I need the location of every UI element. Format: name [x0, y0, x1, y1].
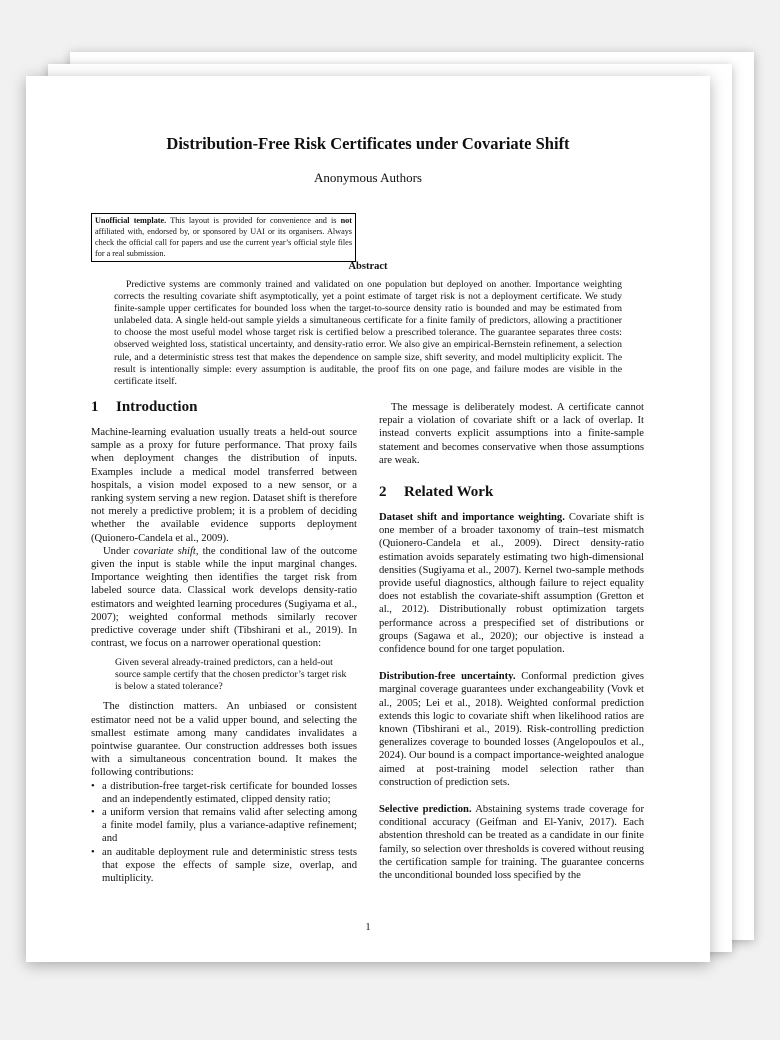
related-paragraph-2 [379, 670, 644, 789]
section-heading-introduction [91, 398, 357, 416]
paragraph-body: Conformal prediction gives marginal coverage guarantees under exchangeability (Vovk et al., 2005; Lei et al., 2018). Weighted conformal prediction extends this logic to covariate shift when likelihood ratios are known (Tibshirani et al., 2019). Risk-controlling prediction generalizes coverage to bounded losses (Angelopoulos et al., 2024). Our bound is a compact importance-weighted analogue aimed at post-training model selection rather than construction of prediction sets. [379, 671, 645, 788]
left-column [91, 398, 357, 885]
paragraph-body: Abstaining systems trade coverage for conditional accuracy (Geifman and El-Yaniv, 2017). Each abstention threshold can be treated as a candidate in our finite family, so selection over thresholds is covered without reusing the certification sample for training. The guarantee concerns the unconditional bounded loss specified by the [379, 804, 645, 882]
intro-paragraph-4: The message is deliberately modest. A certificate cannot repair a violation of covariate shift or a lack of overlap. It instead converts explicit assumptions into a finite-sample statement and becomes conservative when those assumptions are weak. [379, 402, 644, 466]
section-number: 1 [91, 399, 99, 415]
notice-text-1: This layout is provided for convenience and is [166, 216, 341, 225]
page-number: 1 [365, 922, 371, 933]
section-title: Introduction [116, 399, 198, 415]
abstract-heading: Abstract [348, 261, 388, 272]
template-notice-box [91, 213, 356, 262]
related-paragraph-3 [379, 803, 644, 882]
right-column [379, 401, 644, 882]
contributions-list [91, 780, 357, 886]
intro-paragraph-1: Machine-learning evaluation usually treats a held-out source sample as a proxy for future performance. That proxy fails when deployment changes the distribution of inputs. Examples include a medical model transferred between hospitals, a vision model exposed to a new sensor, or a ranking system serving a new region. Dataset shift is therefore not merely a predictive problem; it is a problem of deciding whether the available evidence supports deployment (Quionero-Candela et al., 2009). [91, 427, 357, 544]
intro-p2-rest: , the conditional law of the outcome given the input is stable while the input marginal changes. Importance weighting then identifies the target risk from labeled source data. Classical work develops density-ratio estimators and weighted learning procedures (Sugiyama et al., 2007); weighted conformal methods similarly recover predictive coverage under shift (Tibshirani et al., 2019). In contrast, we focus on a narrower operational question: [91, 545, 358, 650]
contribution-item: • a distribution-free target-risk certificate for bounded losses and an independently estimated, clipped density ratio; [91, 780, 357, 806]
paper-page [26, 76, 710, 962]
paragraph-heading: Dataset shift and importance weighting. [379, 512, 565, 524]
notice-text-2: affiliated with, endorsed by, or sponsored by UAI or its organisers. Always check the official call for papers and use the current year’s official style files for a real submission. [95, 227, 352, 258]
contribution-item: • an auditable deployment rule and deterministic stress tests that expose the effects of sample size, overlap, and multiplicity. [91, 846, 357, 886]
paper-title: Distribution-Free Risk Certificates under Covariate Shift [166, 134, 570, 153]
paragraph-body: Covariate shift is one member of a broader taxonomy of train–test mismatch (Quionero-Candela et al., 2009). Direct density-ratio estimation avoids separately estimating two high-dimensional densities (Sugiyama et al., 2007). Kernel two-sample methods provide useful diagnostics, although failure to reject equality does not establish the covariate-shift assumption (Gretton et al., 2012). Distributionally robust optimization targets performance across a prespecified set of distributions or groups (Sagawa et al., 2020); our objective is instead a confidence bound for one target population. [379, 512, 644, 656]
notice-lead: Unofficial template. [95, 216, 167, 225]
abstract-text: Predictive systems are commonly trained and validated on one population but deployed on another. Importance weighting corrects the resulting covariate shift asymptotically, yet a point estimate of target risk is not a deployment certificate. We study finite-sample upper certificates for bounded loss when the target-to-source density ratio is bounded and may be estimated from unlabeled data. A single held-out sample yields a simultaneous certificate for a finite family of predictors, allowing a practitioner to choose the most useful model whose target risk is certified below a prescribed tolerance. The guarantee separates three costs: observed weighted loss, statistical uncertainty, and density-ratio error. We also give an empirical-Bernstein refinement, a selection rule, and a deterministic stress test that makes the dependence on sample size, shift severity, and model multiplicity explicit. The result is intentionally simple: every assumption is auditable, the proof fits on one page, and failure modes are visible in the certificate itself. [114, 279, 622, 387]
related-paragraph-1 [379, 511, 644, 656]
intro-p2-emphasis: covariate shift [133, 545, 196, 557]
paragraph-heading: Selective prediction. [379, 804, 472, 816]
paragraph-heading: Distribution-free uncertainty. [379, 671, 516, 683]
intro-paragraph-3: The distinction matters. An unbiased or consistent estimator need not be a valid upper bound, and selecting the smallest estimate among many candidates invalidates a pointwise guarantee. Our construction addresses both issues with a simultaneous concentration bound. It makes the following contributions: [91, 701, 357, 779]
paper-authors: Anonymous Authors [314, 170, 422, 185]
section-title: Related Work [404, 484, 494, 501]
intro-p2-start: Under [103, 545, 134, 557]
contribution-item: • a uniform version that remains valid after selecting among a finite model family, plus a variance-adaptive refinement; and [91, 806, 357, 846]
section-heading-related-work [379, 483, 644, 501]
intro-paragraph-2 [91, 545, 357, 651]
notice-emphasis: not [340, 216, 352, 225]
section-number: 2 [379, 484, 387, 501]
research-question-quote: Given several already-trained predictors, can a held-out source sample certify that the chosen predictor’s target risk is below a stated tolerance? [115, 657, 347, 693]
